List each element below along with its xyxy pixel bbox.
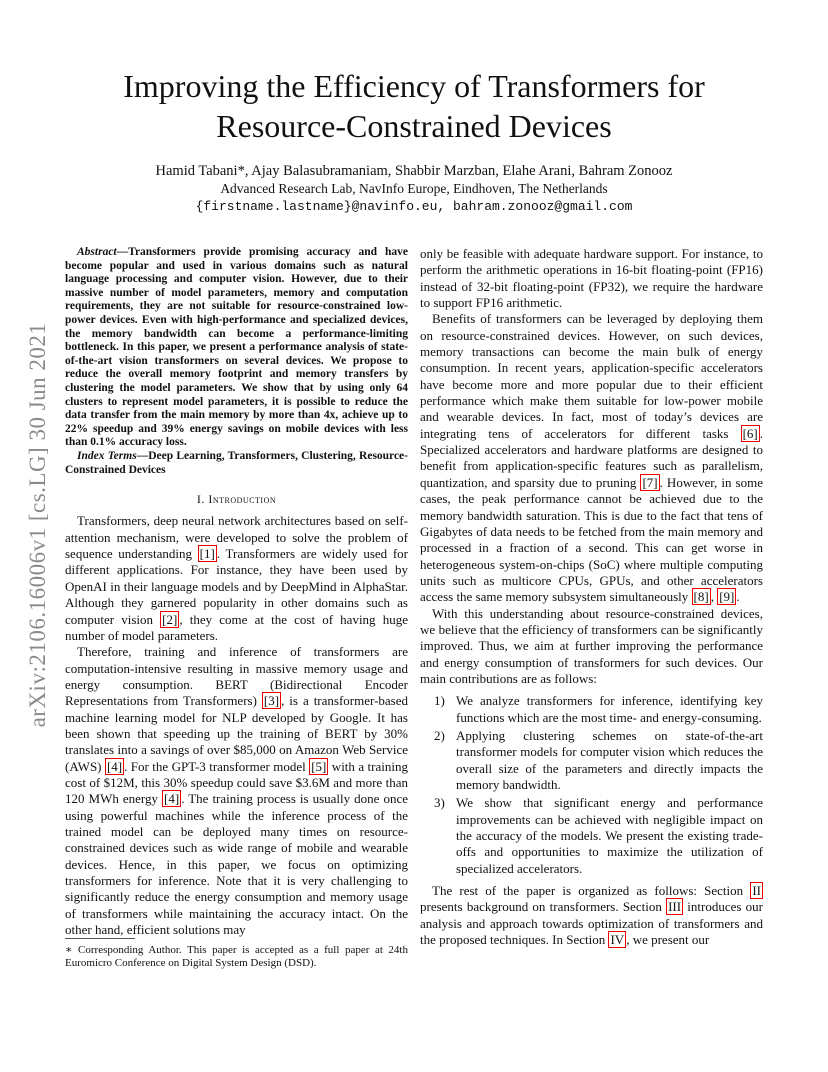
citation-link[interactable]: [4]: [164, 791, 180, 807]
text-run: Transformers, deep neural network architectures based on self-attention mechanism, were developed to solve the problem of sequence understanding: [65, 513, 408, 562]
paper-title: [60, 66, 768, 146]
text-run: . For the GPT-3 transformer model: [124, 758, 310, 774]
right-column: [420, 246, 763, 948]
section-link[interactable]: II: [752, 883, 761, 899]
list-item-text: Applying clustering schemes on state-of-the-art transformer models for computer vision which reduces the overall size of the parameters and directly impacts the memory bandwidth.: [456, 727, 763, 792]
index-terms-text: —Deep Learning, Transformers, Clustering, Resource-Constrained Devices: [65, 449, 408, 476]
footnote-divider: [65, 938, 135, 939]
section-link[interactable]: III: [668, 899, 682, 915]
citation-link[interactable]: [8]: [693, 589, 709, 605]
text-run: ,: [710, 589, 718, 605]
contribution-item: [420, 693, 763, 726]
footnote: ∗ Corresponding Author. This paper is accepted as a full paper at 24th Euromicro Conference on Digital System Design (DSD).: [65, 944, 408, 969]
intro-paragraph-2: [65, 644, 408, 938]
text-run: , we present our: [626, 932, 710, 948]
text-run: introduces our analysis and approach towards optimization of transformers and the proposed techniques. In Section: [420, 899, 763, 948]
citation-link[interactable]: [7]: [642, 474, 658, 490]
intro-paragraph-3: only be feasible with adequate hardware support. For instance, to perform the arithmetic operations in 16-bit floating-point (FP16) instead of 32-bit floating-point (FP32), we require the hardware to support FP16 arithmetic.: [420, 246, 763, 311]
left-column: [65, 246, 408, 938]
text-run: , is a transformer-based machine learning model for NLP developed by Google. It has been shown that speeding up the training of BERT by 30% translates into a savings of over $85,000 on Amazon Web Service (AWS): [65, 693, 409, 774]
intro-paragraph-5: With this understanding about resource-constrained devices, we believe that the efficiency of transformers can be significantly improved. Thus, we aim at further improving the performance and energy consumption of transformers for such devices. Our main contributions are as follows:: [420, 605, 763, 686]
citation-link[interactable]: [4]: [106, 758, 123, 774]
intro-paragraph-4: [420, 311, 763, 605]
section-number: I.: [196, 492, 209, 507]
title-line-2: Resource-Constrained Devices: [216, 108, 612, 144]
text-run: The rest of the paper is organized as follows: Section: [432, 883, 751, 899]
section-heading-introduction: [65, 491, 408, 507]
text-run: with a training cost of $12M, this 30% speedup could save $3.6M and more than 120 MWh energy: [65, 758, 408, 807]
list-item-text: We analyze transformers for inference, identifying key functions which are the most time- and energy-consuming.: [456, 693, 763, 725]
author-list: Hamid Tabani*, Ajay Balasubramaniam, Shabbir Marzban, Elahe Arani, Bahram Zonooz: [155, 163, 673, 179]
text-run: .: [736, 589, 740, 605]
text-run: presents background on transformers. Section: [420, 899, 667, 915]
text-run: . However, in some cases, the peak performance cannot be achieved due to the memory bandwidth saturation. This is due to the fact that tens of Gigabytes of data needs to be fetched from the main memory and processed in a fraction of a second. This can get worse in heterogeneous system-on-chips (SoC) where multiple computing units such as multicore CPUs, GPUs, and other accelerators access the same memory subsystem simultaneously: [420, 474, 763, 605]
text-run: . Transformers are widely used for different applications. For instance, they have been used by OpenAI in their language models and by DeepMind in AlphaStar. Although they garnered popularity in other domains such as computer vision: [65, 546, 408, 627]
citation-link[interactable]: [1]: [199, 546, 215, 562]
arxiv-stamp: [16, 290, 60, 760]
contribution-item: [420, 728, 763, 793]
text-run: Therefore, training and inference of transformers are computation-intensive resulting in massive memory usage and energy consumption. BERT (Bidirectional Encoder Representations from Transformers): [65, 644, 408, 709]
citation-link[interactable]: [2]: [162, 611, 178, 627]
list-item-text: We show that significant energy and performance improvements can be achieved with negligible impact on the accuracy of the models. We present the existing trade-offs and opportunities to maximize the utilization of specialized accelerators.: [456, 795, 763, 876]
intro-paragraph-6: [420, 883, 763, 948]
affiliation: Advanced Research Lab, NavInfo Europe, Eindhoven, The Netherlands: [220, 181, 608, 196]
citation-link[interactable]: [6]: [742, 425, 758, 441]
text-run: , they come at the cost of having huge number of model parameters.: [65, 611, 408, 643]
title-line-1: Improving the Efficiency of Transformers for: [123, 68, 705, 104]
arxiv-identifier: arXiv:2106.16006v1 [cs.LG] 30 Jun 2021: [25, 322, 50, 728]
section-title: Introduction: [208, 492, 277, 507]
contribution-item: [420, 795, 763, 877]
citation-link[interactable]: [9]: [719, 589, 735, 605]
list-number: 3): [434, 795, 445, 811]
abstract-label: Abstract: [77, 246, 117, 258]
author-emails: {firstname.lastname}@navinfo.eu, bahram.zonooz@gmail.com: [195, 199, 633, 214]
index-terms-label: Index Terms: [77, 449, 137, 462]
contributions-list: [420, 693, 763, 877]
text-run: . The training process is usually done once using powerful machines while the inference process of the trained model can be deployed many times on resource-constrained devices such as wide range of mobile and wearable devices. Hence, in this paper, we focus on optimizing transformers for inference. Note that it is very challenging to significantly reduce the energy consumption and memory usage of transformers while maintaining the accuracy intact. On the other hand, efficient solutions may: [65, 791, 408, 938]
section-link[interactable]: IV: [610, 932, 625, 948]
text-run: Benefits of transformers can be leveraged by deploying them on resource-constrained devices. However, on such devices, memory transactions can become the main bulk of energy consumption. In recent years, application-specific accelerators have become more and more popular due to their efficient performance which make them suitable for low-power mobile and wearable devices. In fact, most of today’s devices are integrating tens of accelerators for different tasks: [420, 311, 763, 441]
intro-paragraph-1: [65, 513, 408, 644]
citation-link[interactable]: [5]: [311, 758, 327, 774]
index-terms: [65, 450, 408, 477]
list-number: 1): [434, 693, 445, 709]
citation-link[interactable]: [3]: [263, 693, 280, 709]
abstract-text: —Transformers provide promising accuracy and have become popular and used in various domains such as natural language processing and computer vision. However, due to their massive number of model parameters, memory and computation requirements, they are not suitable for resource-constrained low-power devices. Even with high-performance and specialized devices, the memory bandwidth can become a performance-limiting bottleneck. In this paper, we present a performance analysis of state-of-the-art vision transformers on several devices. We propose to reduce the overall memory footprint and memory transfers by clustering the model parameters. We show that by using only 64 clusters to represent model parameters, it is possible to reduce the data transfer from the main memory by more than 4x, achieve up to 22% speedup and 39% energy savings on mobile devices with less than 0.1% accuracy loss.: [65, 246, 408, 449]
abstract: [65, 246, 408, 450]
text-run: . Specialized accelerators and hardware platforms are designed to benefit from application-specific features such as parallelism, quantization, and sparsity due to pruning: [420, 425, 763, 490]
list-number: 2): [434, 727, 445, 743]
